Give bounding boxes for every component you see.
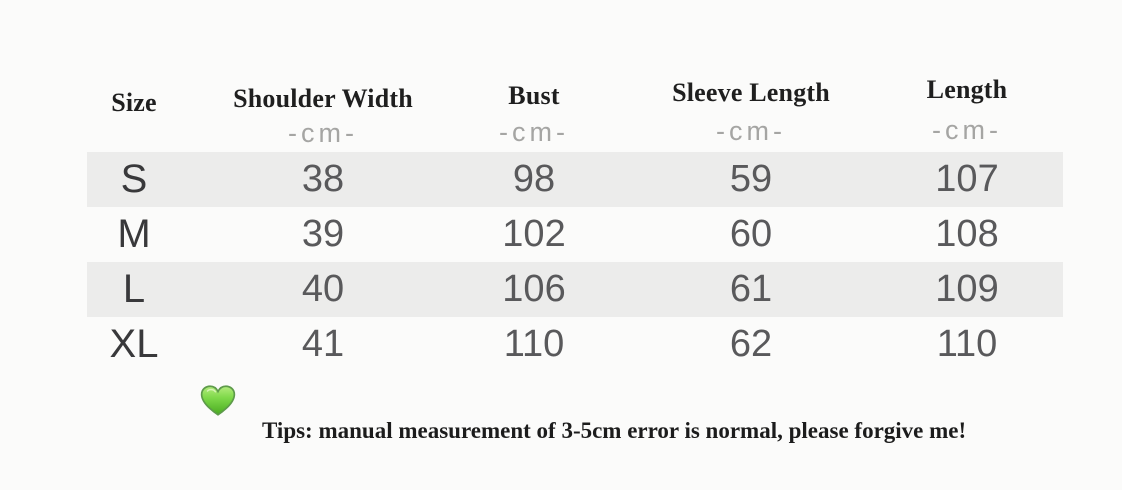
column-header-shoulder-width: Shoulder Width [233,84,413,113]
unit-label: -cm- [716,115,786,146]
table-row [87,152,1063,207]
value-cell: 61 [729,268,773,310]
tips-text: Tips: manual measurement of 3-5cm error is normal, please forgive me! [262,418,967,443]
value-cell: 102 [502,213,566,255]
column-header-size: Size [111,88,157,117]
table-row [87,262,1063,317]
value-cell: 38 [301,158,345,200]
value-cell: 41 [301,323,345,365]
column-header-sleeve-length: Sleeve Length [672,78,830,107]
value-cell: 98 [512,158,556,200]
value-cell: 40 [301,268,345,310]
value-cell: 106 [502,268,566,310]
value-cell: 39 [301,213,345,255]
table-header-row [87,70,1035,116]
size-cell: S [120,157,148,201]
value-cell: 110 [503,323,565,365]
column-header-length: Length [926,75,1008,104]
column-header-bust: Bust [508,81,560,110]
table-row [87,207,1063,262]
value-cell: 59 [729,158,773,200]
value-cell: 60 [729,213,773,255]
table-unit-row [87,116,1035,148]
value-cell: 62 [729,323,773,365]
value-cell: 107 [935,158,999,200]
size-cell: XL [109,322,159,366]
unit-label: -cm- [932,114,1002,145]
unit-label: -cm- [288,117,358,148]
value-cell: 108 [935,213,999,255]
green-heart-icon [199,383,237,419]
value-cell: 110 [936,323,998,365]
unit-label: -cm- [499,116,569,147]
value-cell: 109 [935,268,999,310]
size-cell: M [117,212,151,256]
table-row [87,317,1063,372]
size-cell: L [122,267,146,311]
